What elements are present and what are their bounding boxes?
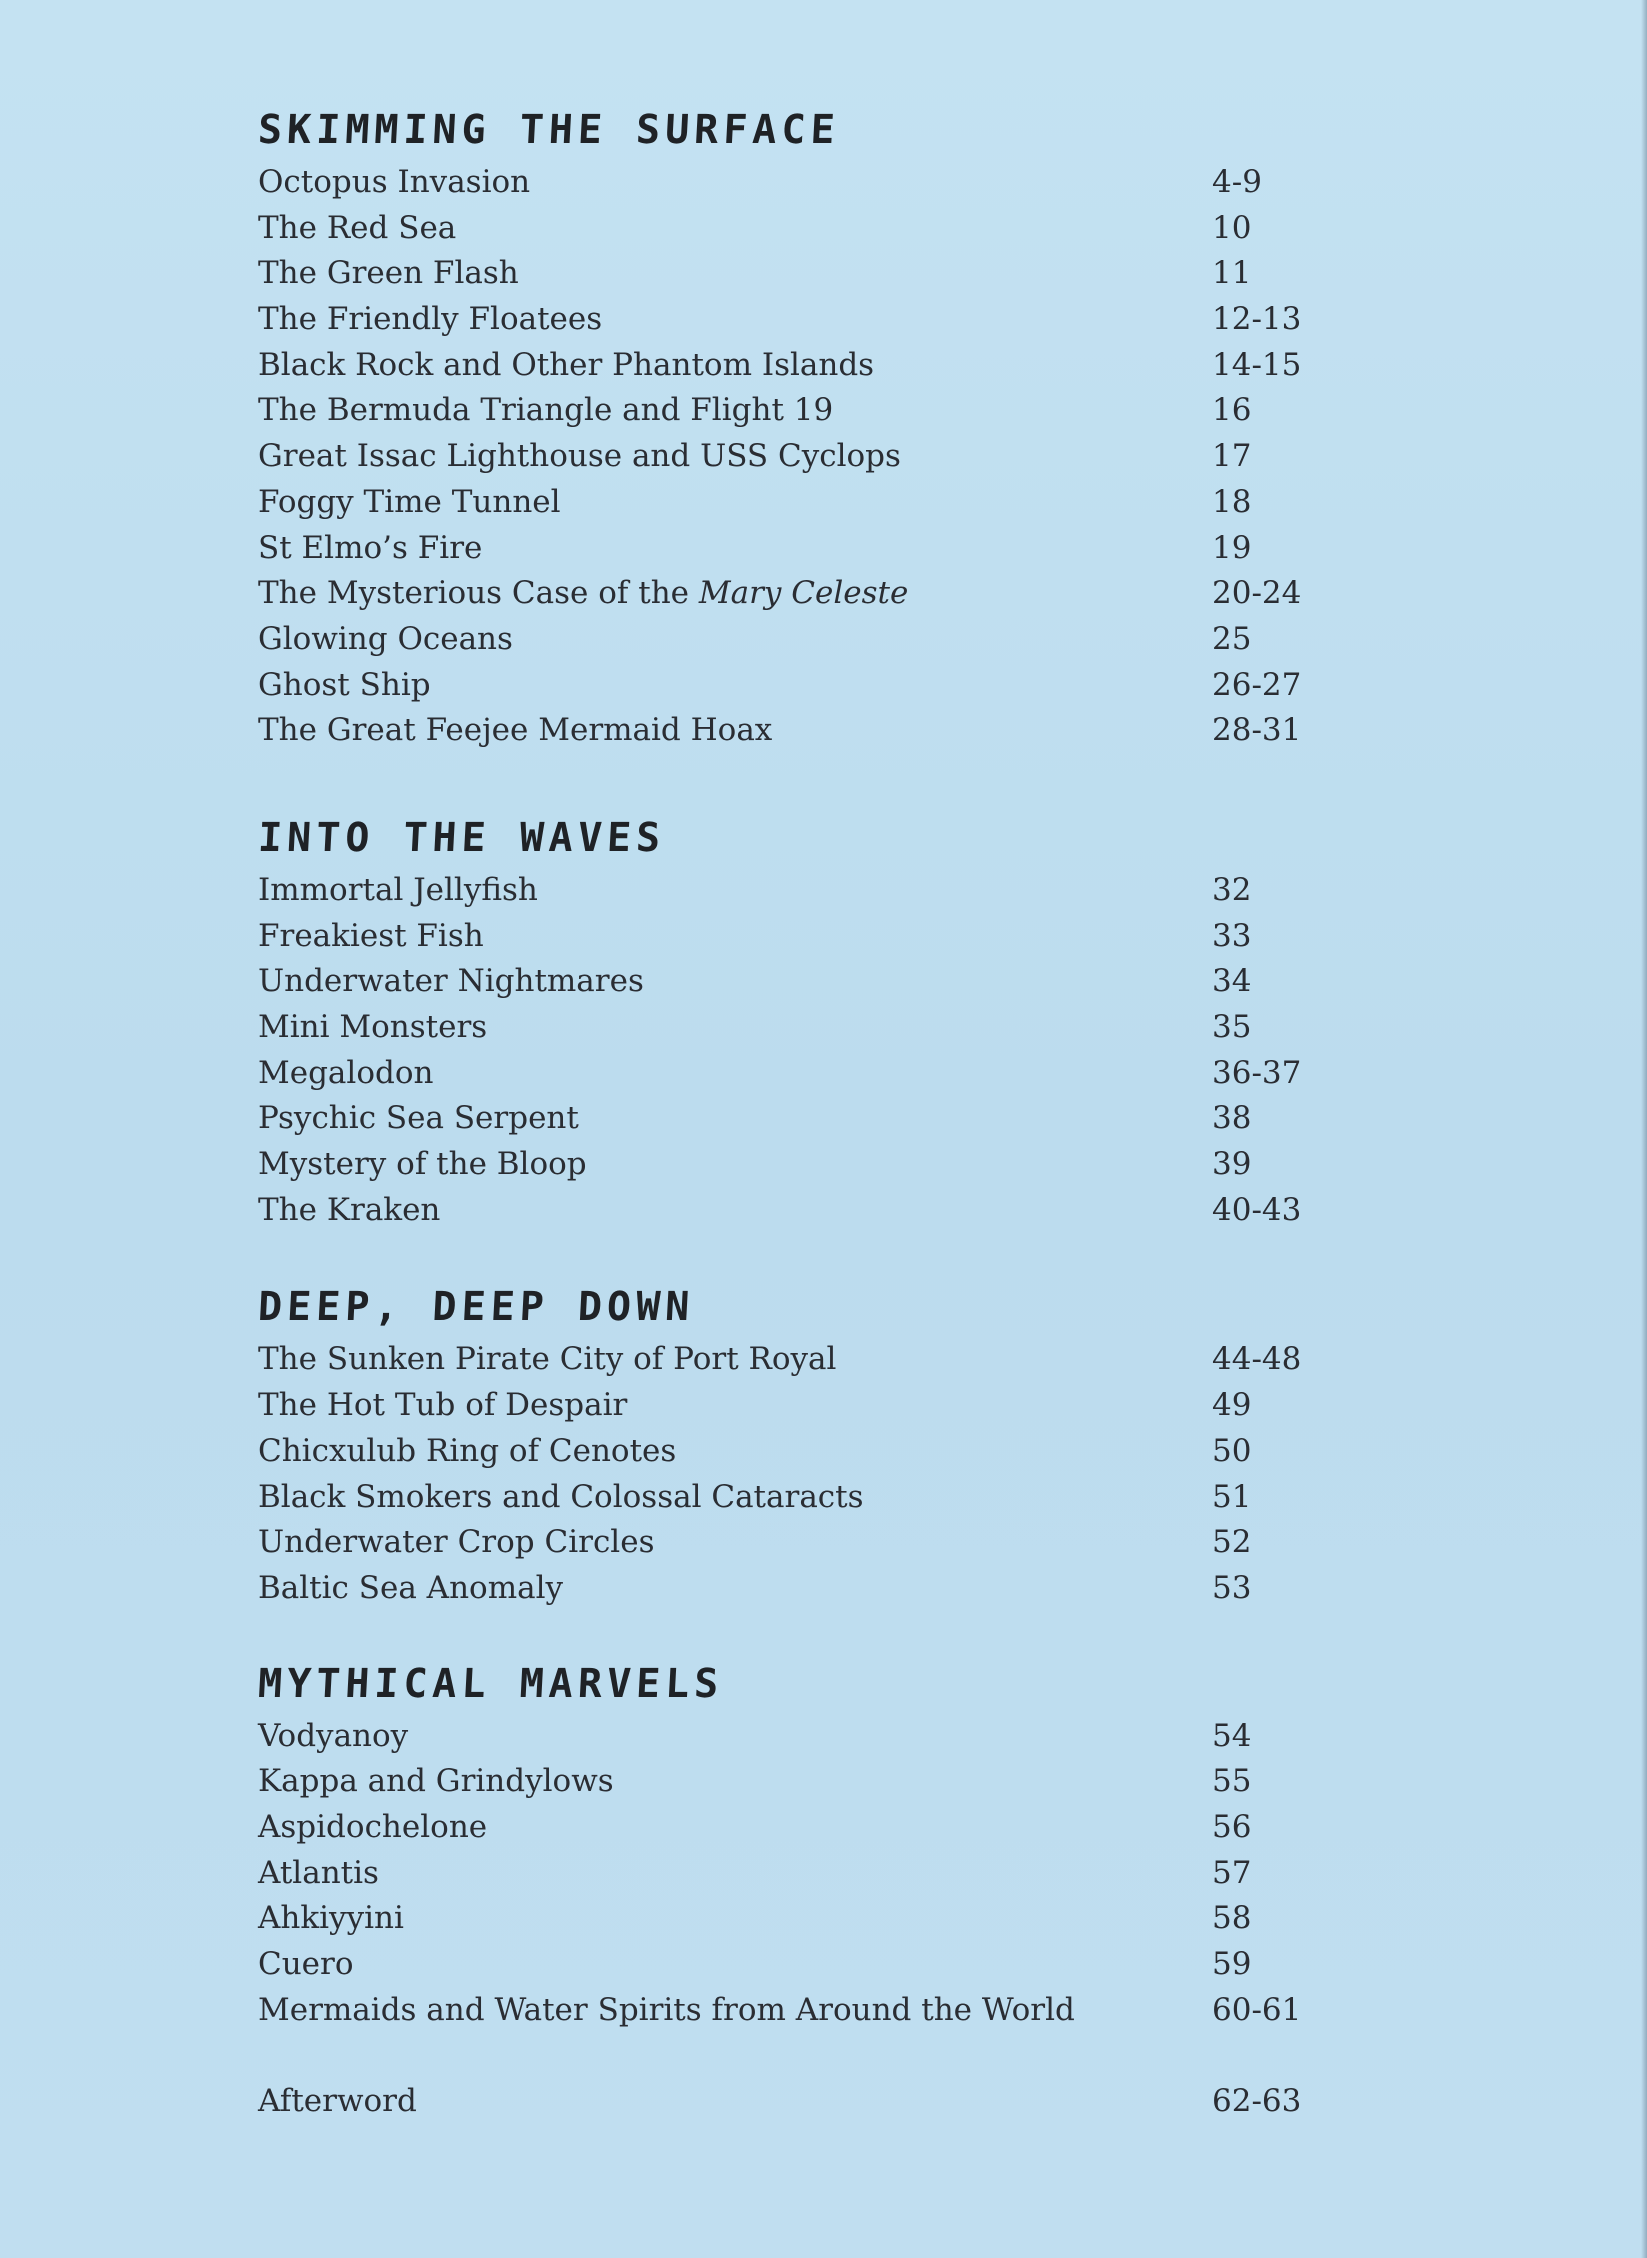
- toc-entry[interactable]: [258, 1851, 1298, 1897]
- entry-pages: 62-63: [1212, 2083, 1302, 2120]
- entry-pages: 10: [1212, 209, 1252, 246]
- section-heading: INTO THE WAVES: [256, 814, 667, 861]
- toc-entry[interactable]: [258, 526, 1298, 572]
- toc-entry[interactable]: [258, 297, 1302, 343]
- entry-pages: 36-37: [1212, 1054, 1302, 1091]
- toc-entry[interactable]: [258, 1337, 1302, 1383]
- entry-title: Chicxulub Ring of Cenotes: [258, 1432, 677, 1469]
- entry-title: Octopus Invasion: [258, 164, 531, 200]
- entry-pages: 59: [1212, 1946, 1252, 1982]
- section-spacer: [258, 2033, 1298, 2079]
- section-deep-deep-down: [256, 1277, 1302, 1611]
- toc-entry[interactable]: [258, 617, 1298, 663]
- section-spacer: [258, 1612, 1298, 1654]
- toc-entry[interactable]: [258, 1759, 1298, 1805]
- toc-entry[interactable]: [258, 1188, 1302, 1234]
- entry-title: Mystery of the Bloop: [258, 1146, 587, 1183]
- entry-pages: 26-27: [1212, 666, 1302, 703]
- toc-entry[interactable]: [258, 388, 1298, 434]
- section-heading: SKIMMING THE SURFACE: [256, 107, 841, 153]
- entry-pages: 56: [1212, 1808, 1252, 1845]
- entry-pages: 54: [1212, 1717, 1252, 1754]
- toc-entry[interactable]: [258, 663, 1302, 709]
- entry-title: Glowing Oceans: [258, 620, 513, 657]
- entry-title: Black Rock and Other Phantom Islands: [258, 346, 875, 383]
- entry-pages: 50: [1212, 1432, 1252, 1469]
- toc-entry[interactable]: [258, 868, 1298, 914]
- entry-pages: 57: [1212, 1854, 1252, 1891]
- entry-title: The Friendly Floatees: [258, 301, 603, 338]
- entry-pages: 52: [1212, 1524, 1252, 1561]
- toc-entry[interactable]: [258, 1942, 1298, 1988]
- toc-entry-afterword[interactable]: [258, 2079, 1302, 2125]
- entry-title: The Sunken Pirate City of Port Royal: [258, 1341, 837, 1378]
- toc-entry[interactable]: [258, 1805, 1298, 1851]
- entry-title: Cuero: [258, 1946, 354, 1982]
- toc-entry[interactable]: [258, 251, 1298, 297]
- section-heading: DEEP, DEEP DOWN: [256, 1284, 696, 1331]
- entry-pages: 49: [1212, 1387, 1252, 1424]
- toc-entry[interactable]: [258, 1142, 1298, 1188]
- entry-pages: 60-61: [1212, 1991, 1302, 2028]
- entry-pages: 12-13: [1212, 301, 1302, 338]
- toc-entry[interactable]: [258, 1383, 1298, 1429]
- toc-entry[interactable]: [258, 480, 1298, 526]
- toc-entry[interactable]: [258, 1714, 1298, 1760]
- entry-title: Baltic Sea Anomaly: [258, 1569, 564, 1606]
- entry-pages: 40-43: [1212, 1191, 1302, 1228]
- entry-pages: 4-9: [1212, 164, 1262, 200]
- entry-title: Mermaids and Water Spirits from Around the World: [258, 1991, 1075, 2028]
- toc-entry[interactable]: [258, 1520, 1298, 1566]
- toc-entry[interactable]: [258, 571, 1302, 617]
- entry-title: Afterword: [258, 2083, 417, 2120]
- entry-pages: 35: [1212, 1009, 1252, 1045]
- entry-title: Foggy Time Tunnel: [258, 483, 561, 520]
- section-skimming-the-surface: [256, 100, 1302, 754]
- section-mythical-marvels: [256, 1654, 1302, 2034]
- entry-pages: 51: [1212, 1478, 1252, 1515]
- entry-title: Psychic Sea Serpent: [258, 1100, 579, 1137]
- entry-title: Mini Monsters: [258, 1009, 488, 1045]
- toc-entry[interactable]: [258, 959, 1298, 1005]
- entry-title: Underwater Nightmares: [258, 963, 644, 1000]
- entry-title: The Hot Tub of Despair: [258, 1387, 628, 1424]
- entry-title: Aspidochelone: [258, 1808, 488, 1845]
- entry-title: The Great Feejee Mermaid Hoax: [258, 712, 773, 749]
- entry-pages: 32: [1212, 871, 1252, 908]
- entry-pages: 33: [1212, 917, 1252, 954]
- entry-pages: 19: [1212, 529, 1252, 566]
- entry-title: Ahkiyyini: [258, 1900, 404, 1937]
- toc-entry[interactable]: [258, 1475, 1298, 1521]
- toc-entry[interactable]: [258, 343, 1302, 389]
- toc-entry[interactable]: [258, 1896, 1298, 1942]
- entry-title: Great Issac Lighthouse and USS Cyclops: [258, 438, 901, 475]
- entry-pages: 20-24: [1212, 575, 1302, 612]
- entry-title: Vodyanoy: [258, 1717, 409, 1754]
- toc-entry[interactable]: [258, 708, 1302, 754]
- entry-pages: 34: [1212, 963, 1252, 1000]
- entry-title-roman: The Mysterious Case of the: [258, 575, 699, 612]
- toc-entry[interactable]: [258, 1988, 1302, 2034]
- toc-entry[interactable]: [258, 914, 1298, 960]
- toc-entry[interactable]: [258, 1429, 1298, 1475]
- entry-pages: 53: [1212, 1569, 1252, 1606]
- entry-title: [258, 571, 908, 617]
- entry-title: The Green Flash: [258, 255, 519, 292]
- entry-pages: 58: [1212, 1900, 1252, 1937]
- entry-title: Ghost Ship: [258, 666, 431, 703]
- entry-pages: 17: [1212, 438, 1252, 475]
- section-heading: MYTHICAL MARVELS: [256, 1660, 725, 1707]
- entry-title-italic: Mary Celeste: [698, 575, 909, 612]
- entry-pages: 28-31: [1212, 712, 1302, 749]
- entry-pages: 25: [1212, 620, 1252, 657]
- entry-title: The Bermuda Triangle and Flight 19: [258, 392, 834, 429]
- toc-entry[interactable]: [258, 1051, 1302, 1097]
- section-spacer: [258, 754, 1298, 808]
- toc-entry[interactable]: [258, 434, 1298, 480]
- entry-title: Immortal Jellyfish: [258, 871, 538, 908]
- entry-title: Black Smokers and Colossal Cataracts: [258, 1478, 864, 1515]
- entry-title: Underwater Crop Circles: [258, 1524, 655, 1561]
- entry-pages: 18: [1212, 483, 1252, 520]
- entry-pages: 39: [1212, 1146, 1252, 1183]
- entry-pages: 14-15: [1212, 346, 1302, 383]
- section-spacer: [258, 1233, 1298, 1277]
- entry-pages: 38: [1212, 1100, 1252, 1137]
- entry-pages: 55: [1212, 1763, 1252, 1800]
- toc-entry[interactable]: [258, 1566, 1298, 1612]
- entry-pages: 44-48: [1212, 1341, 1302, 1378]
- table-of-contents: [256, 100, 1302, 2125]
- entry-title: Freakiest Fish: [258, 917, 484, 954]
- page-edge-shadow: [1641, 0, 1647, 2258]
- entry-pages: 16: [1212, 392, 1252, 429]
- entry-title: The Red Sea: [258, 209, 457, 246]
- toc-entry[interactable]: [258, 1096, 1298, 1142]
- entry-title: Megalodon: [258, 1054, 434, 1091]
- toc-entry[interactable]: [258, 1005, 1298, 1051]
- entry-title: Kappa and Grindylows: [258, 1763, 614, 1800]
- toc-entry[interactable]: [258, 206, 1298, 252]
- section-into-the-waves: [256, 808, 1302, 1234]
- entry-title: Atlantis: [258, 1854, 379, 1891]
- toc-entry[interactable]: [258, 160, 1298, 206]
- entry-title: The Kraken: [258, 1191, 441, 1228]
- entry-pages: 11: [1212, 255, 1252, 292]
- entry-title: St Elmo’s Fire: [258, 529, 483, 566]
